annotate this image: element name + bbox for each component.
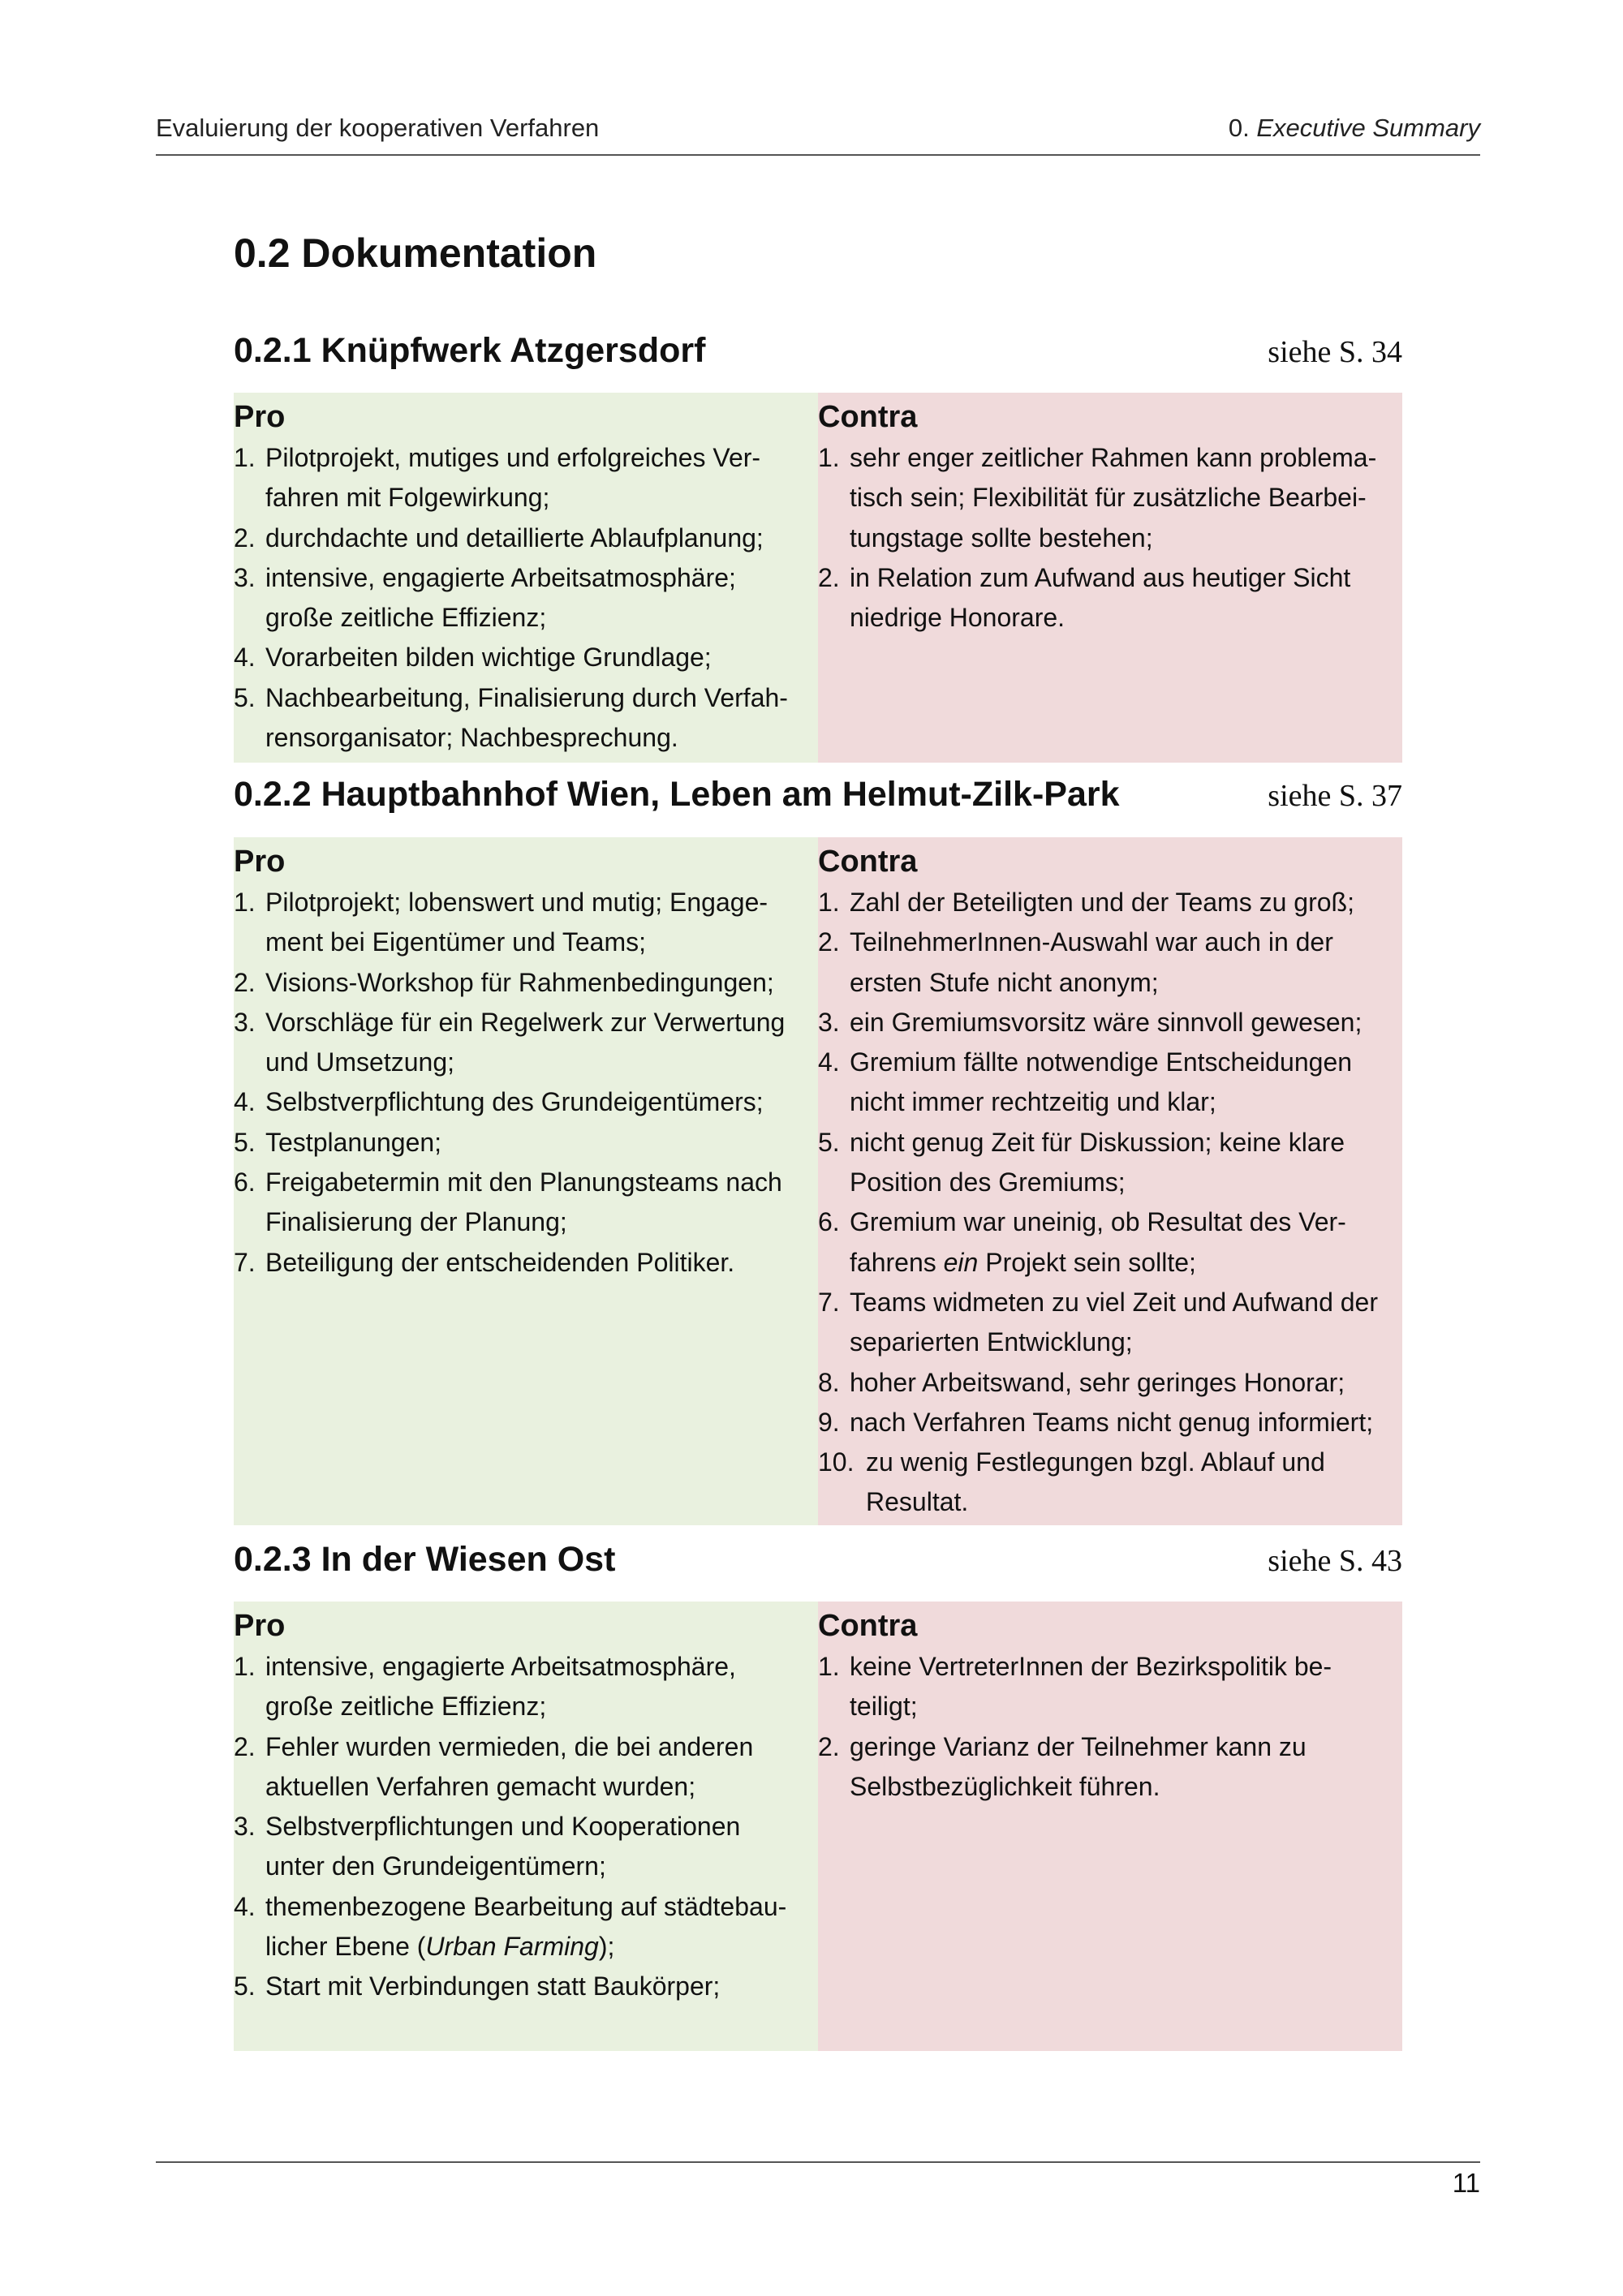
list-number: 4. [234,1891,256,1921]
pro-column [234,393,818,763]
list-number: 2. [818,1731,840,1761]
list-number: 6. [818,1207,840,1237]
list-item-emphasis: ein [943,1247,979,1277]
running-header [156,114,1480,143]
list-item [234,1647,818,1727]
page-number: 11 [1452,2168,1480,2198]
list-item-text: hoher Arbeitswand, sehr geringes Honorar; [850,1367,1345,1397]
list-item-text: Pilotprojekt; lobenswert und mutig; Engage- ment bei Eigentümer und Teams; [265,888,768,957]
list-item [818,438,1402,558]
list-item [818,1647,1402,1727]
pro-contra-table [234,837,1402,1525]
pro-list [234,883,818,1283]
contra-heading: Contra [818,400,918,434]
list-number: 1. [234,1652,256,1681]
page-title: 0.2 Dokumentation [234,230,597,276]
list-number: 5. [234,682,256,712]
list-number: 3. [234,562,256,592]
list-item-text: nach Verfahren Teams nicht genug informiert; [850,1407,1374,1437]
section-heading [234,775,1402,815]
header-rule [156,154,1480,156]
list-item-text: Start mit Verbindungen statt Baukörper; [265,1971,721,2001]
list-number: 9. [818,1407,840,1437]
list-item [234,1727,818,1808]
list-number: 3. [234,1812,256,1842]
list-item [818,1003,1402,1043]
list-number: 5. [234,1971,256,2001]
list-item-text: Projekt sein sollte; [978,1247,1196,1277]
list-item-text: Teams widmeten zu viel Zeit und Aufwand der separierten Entwicklung; [850,1287,1378,1357]
pro-heading: Pro [234,400,286,434]
list-number: 1. [234,888,256,917]
list-number: 6. [234,1167,256,1197]
list-number: 1. [818,888,840,917]
section-title: 0.2.1 Knüpfwerk Atzgersdorf [234,331,706,370]
section-title: 0.2.3 In der Wiesen Ost [234,1540,616,1579]
list-item [234,1887,818,1967]
list-item [818,1202,1402,1283]
list-item-text: Fehler wurden vermieden, die bei anderen aktuellen Verfahren gemacht wurden; [265,1731,754,1801]
list-item-text: ein Gremiumsvorsitz wäre sinnvoll gewesen; [850,1007,1363,1037]
list-item-text: intensive, engagierte Arbeitsatmosphäre; große zeitliche Effizienz; [265,562,736,633]
list-item [234,1123,818,1163]
contra-list [818,883,1402,1523]
list-item [234,678,818,759]
list-number: 3. [818,1007,840,1037]
pro-list [234,438,818,758]
list-number: 10. [818,1447,855,1477]
list-item [234,1163,818,1243]
list-number: 5. [818,1127,840,1157]
list-item-text: Nachbearbeitung, Finalisierung durch Verfah- rensorganisator; Nachbesprechung. [265,682,788,753]
list-item-text: Visions-Workshop für Rahmenbedingungen; [265,967,774,997]
list-item-text: Vorarbeiten bilden wichtige Grundlage; [265,643,712,673]
list-item [234,558,818,638]
contra-column [818,837,1402,1525]
list-item [818,1727,1402,1808]
pro-heading: Pro [234,845,286,879]
list-item-text: Zahl der Beteiligten und der Teams zu groß; [850,888,1354,917]
list-item-text: zu wenig Festlegungen bzgl. Ablauf und Resultat. [866,1447,1325,1517]
list-number: 2. [818,562,840,592]
pro-column [234,837,818,1525]
list-item [234,1967,818,2006]
list-item-text: Vorschläge für ein Regelwerk zur Verwertung und Umsetzung; [265,1007,786,1077]
list-item-text: Selbstverpflichtungen und Kooperationen unter den Grundeigentümern; [265,1812,741,1881]
list-item-text: TeilnehmerInnen-Auswahl war auch in der ersten Stufe nicht anonym; [850,927,1333,997]
list-number: 7. [234,1247,256,1277]
list-number: 3. [234,1007,256,1037]
list-number: 2. [234,1731,256,1761]
pro-contra-table [234,393,1402,763]
header-document-title: Evaluierung der kooperativen Verfahren [156,114,600,142]
list-number: 4. [818,1047,840,1077]
list-item-text: keine VertreterInnen der Bezirkspolitik be- teiligt; [850,1652,1332,1722]
list-item [234,963,818,1003]
list-item-text: in Relation zum Aufwand aus heutiger Sicht niedrige Honorare. [850,562,1351,633]
contra-heading: Contra [818,1609,918,1643]
list-item-text: Pilotprojekt, mutiges und erfolgreiches Ver- fahren mit Folgewirkung; [265,443,761,513]
pro-heading: Pro [234,1609,286,1643]
list-item [234,638,818,677]
header-chapter: 0. Executive Summary [1228,114,1480,142]
list-item-text: sehr enger zeitlicher Rahmen kann problema- tisch sein; Flexibilität für zusätzliche Bearbei- tungstage sollte bestehen; [850,443,1377,553]
list-item-text: Gremium fällte notwendige Entscheidungen nicht immer rechtzeitig und klar; [850,1047,1353,1117]
list-item [234,438,818,518]
list-item-text: Gremium war uneinig, ob Resultat des Ver- fahrens [850,1207,1346,1277]
list-item [818,1363,1402,1403]
list-item [234,518,818,558]
page-reference: siehe S. 37 [1268,779,1402,813]
list-item-text: Freigabetermin mit den Planungsteams nach Finalisierung der Planung; [265,1167,782,1237]
list-item-text: Testplanungen; [265,1127,442,1157]
list-item [818,922,1402,1003]
list-item [818,558,1402,638]
list-item-text: nicht genug Zeit für Diskussion; keine klare Position des Gremiums; [850,1127,1345,1197]
list-number: 1. [818,1652,840,1681]
list-item-text: Selbstverpflichtung des Grundeigentümers; [265,1087,764,1117]
list-item [234,1003,818,1083]
page-reference: siehe S. 34 [1268,335,1402,369]
list-item [818,1123,1402,1203]
list-item [234,1807,818,1887]
list-item-emphasis: Urban Farming [425,1932,599,1962]
list-item [234,1243,818,1283]
list-item-text: Beteiligung der entscheidenden Politiker. [265,1247,735,1277]
pro-contra-table [234,1602,1402,2051]
list-item-text: intensive, engagierte Arbeitsatmosphäre, große zeitliche Effizienz; [265,1652,736,1722]
list-number: 1. [234,443,256,472]
list-item [234,1082,818,1122]
contra-list [818,438,1402,638]
list-item-text: geringe Varianz der Teilnehmer kann zu Selbstbezüglichkeit führen. [850,1731,1307,1801]
contra-list [818,1647,1402,1807]
list-item [818,1283,1402,1363]
list-item-text: themenbezogene Bearbeitung auf städtebau- licher Ebene ( [265,1891,787,1962]
list-number: 4. [234,643,256,673]
pro-column [234,1602,818,2051]
list-item [818,1443,1402,1523]
list-number: 8. [818,1367,840,1397]
list-item [818,1403,1402,1443]
list-number: 2. [818,927,840,957]
list-item-text: durchdachte und detaillierte Ablaufplanung; [265,522,764,553]
pro-list [234,1647,818,2007]
list-item [234,883,818,963]
footer-rule [156,2161,1480,2163]
contra-column [818,1602,1402,2051]
list-number: 4. [234,1087,256,1117]
contra-heading: Contra [818,845,918,879]
page-reference: siehe S. 43 [1268,1544,1402,1578]
list-number: 5. [234,1127,256,1157]
list-item [818,1043,1402,1123]
list-item-text: ); [598,1932,615,1962]
list-item [818,883,1402,922]
section-heading [234,1540,1402,1580]
section-title: 0.2.2 Hauptbahnhof Wien, Leben am Helmut-Zilk-Park [234,775,1120,814]
list-number: 7. [818,1287,840,1317]
list-number: 1. [818,443,840,472]
contra-column [818,393,1402,763]
section-heading [234,331,1402,371]
list-number: 2. [234,522,256,553]
list-number: 2. [234,967,256,997]
